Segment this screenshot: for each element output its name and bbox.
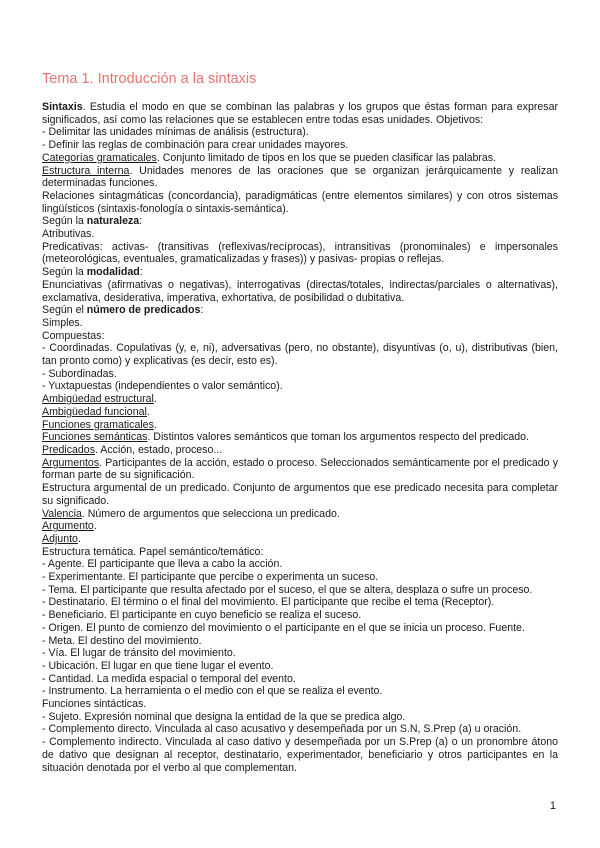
valencia-term: Valencia bbox=[42, 507, 82, 520]
argumentos-paragraph bbox=[42, 457, 558, 482]
valencia-text: . Número de argumentos que selecciona un predicado. bbox=[81, 507, 340, 520]
estructura-tematica-heading: Estructura temática. Papel semántico/temático: bbox=[42, 545, 264, 558]
relaciones-paragraph: Relaciones sintagmáticas (concordancia), paradigmáticas (entre elementos similares) y con otros sistemas lingüísticos (sintaxis-fonología o sintaxis-semántica). bbox=[42, 189, 558, 215]
list-item: - Subordinadas. bbox=[42, 367, 117, 380]
list-item: - Complemento indirecto. Vinculada al caso dativo y desempeñada por un S.Prep (a) o un pronombre átono de dativo que designan al receptor, destinatario, experimentador, beneficiario y otros participantes en la situación denotada por el verbo al que complementan. bbox=[42, 736, 558, 774]
predicativas-paragraph: Predicativas: activas- (transitivas (reflexivas/recíprocas), intransitivas (pronominales) e impersonales (meteorológicas, eventuales, gramaticalizadas y frases)) y pasivas- propias o reflejas. bbox=[42, 240, 558, 266]
objective-item: - Delimitar las unidades mínimas de análisis (estructura). bbox=[42, 126, 309, 139]
list-item: - Yuxtapuestas (independientes o valor semántico). bbox=[42, 380, 283, 393]
categorias-text: . Conjunto limitado de tipos en los que se pueden clasificar las palabras. bbox=[156, 151, 497, 164]
list-item: - Beneficiario. El participante en cuyo beneficio se realiza el suceso. bbox=[42, 609, 362, 622]
intro-text: . Estudia el modo en que se combinan las palabras y los grupos que éstas forman para expresar significados, así como las relaciones que se establecen entre todas esas unidades. Objetivos: bbox=[42, 101, 558, 126]
categorias-term: Categorías gramaticales bbox=[42, 151, 157, 164]
funciones-semanticas-term: Funciones semánticas bbox=[42, 431, 148, 444]
ambiguedad-funcional: Ambigüedad funcional. bbox=[42, 405, 150, 418]
list-item: - Destinatario. El término o el final del movimiento. El participante que recibe el tema (Receptor). bbox=[42, 596, 495, 609]
ambiguedad-estructural: Ambigüedad estructural. bbox=[42, 393, 157, 406]
list-item: - Sujeto. Expresión nominal que designa la entidad de la que se predica algo. bbox=[42, 710, 406, 723]
atributivas-line: Atributivas. bbox=[42, 228, 95, 241]
predicados-paragraph bbox=[42, 444, 558, 457]
funciones-semanticas-paragraph bbox=[42, 431, 558, 444]
modalidad-heading bbox=[42, 266, 558, 279]
funciones-gramaticales: Funciones gramaticales. bbox=[42, 418, 157, 431]
predicados-text: . Acción, estado, proceso... bbox=[95, 443, 223, 456]
list-item: - Agente. El participante que lleva a cabo la acción. bbox=[42, 558, 283, 571]
list-item: - Experimentante. El participante que percibe o experimenta un suceso. bbox=[42, 571, 379, 584]
modalidad-pre: Según la bbox=[42, 266, 87, 279]
argumentos-text: . Participantes de la acción, estado o proceso. Seleccionados semánticamente por el predicado y forman parte de su significación. bbox=[42, 456, 558, 482]
modalidad-post: : bbox=[139, 266, 143, 279]
simples-line: Simples. bbox=[42, 316, 83, 329]
funciones-semanticas-text: . Distintos valores semánticos que toman los argumentos respecto del predicado. bbox=[147, 431, 529, 444]
num-pred-pre: Según el bbox=[42, 304, 87, 317]
list-item: - Cantidad. La medida espacial o temporal del evento. bbox=[42, 672, 296, 685]
funciones-sintacticas-heading: Funciones sintácticas. bbox=[42, 698, 147, 711]
list-item: - Instrumento. La herramienta o el medio con el que se realiza el evento. bbox=[42, 685, 383, 698]
predicados-term: Predicados bbox=[42, 443, 95, 456]
intro-paragraph bbox=[42, 101, 558, 126]
ambiguedad-funcional-term: Ambigüedad funcional bbox=[42, 405, 147, 418]
list-item: - Complemento directo. Vinculada al caso acusativo y desempeñada por un S.N, S.Prep (a) u oración. bbox=[42, 723, 522, 736]
intro-term: Sintaxis bbox=[42, 101, 83, 113]
compuestas-line: Compuestas: bbox=[42, 329, 105, 342]
document-page bbox=[42, 70, 558, 774]
categorias-paragraph bbox=[42, 152, 558, 165]
argumento-term: Argumento bbox=[42, 520, 94, 533]
ambiguedad-estructural-term: Ambigüedad estructural bbox=[42, 393, 154, 406]
argumentos-term: Argumentos bbox=[42, 456, 100, 469]
estructura-interna-paragraph bbox=[42, 165, 558, 190]
objective-item: - Definir las reglas de combinación para crear unidades mayores. bbox=[42, 139, 349, 152]
list-item: - Meta. El destino del movimiento. bbox=[42, 634, 202, 647]
valencia-paragraph bbox=[42, 508, 558, 521]
page-title: Tema 1. Introducción a la sintaxis bbox=[42, 71, 257, 87]
estructura-interna-term: Estructura interna bbox=[42, 164, 130, 177]
naturaleza-bold: naturaleza bbox=[86, 215, 140, 228]
estructura-interna-text: . Unidades menores de las oraciones que se organizan jerárquicamente y realizan determinadas funciones. bbox=[42, 164, 558, 190]
list-item: - Origen. El punto de comienzo del movimiento o el participante en el que se inicia un proceso. Fuente. bbox=[42, 621, 525, 634]
list-item: - Tema. El participante que resulta afectado por el suceso, el que se altera, desplaza o sufre un proceso. bbox=[42, 583, 533, 596]
adjunto-line: Adjunto. bbox=[42, 532, 81, 545]
funciones-gramaticales-term: Funciones gramaticales bbox=[42, 418, 154, 431]
naturaleza-pre: Según la bbox=[42, 215, 87, 228]
list-item: - Ubicación. El lugar en que tiene lugar el evento. bbox=[42, 659, 274, 672]
page-number: 1 bbox=[549, 800, 556, 812]
num-pred-post: : bbox=[200, 304, 204, 317]
estructura-argumental-paragraph: Estructura argumental de un predicado. Conjunto de argumentos que ese predicado necesita para completar su significado. bbox=[42, 482, 558, 507]
modalidad-bold: modalidad bbox=[86, 266, 140, 279]
list-item: - Vía. El lugar de tránsito del movimiento. bbox=[42, 647, 236, 660]
naturaleza-heading bbox=[42, 215, 558, 228]
argumento-line: Argumento. bbox=[42, 520, 97, 533]
adjunto-term: Adjunto bbox=[42, 532, 78, 545]
list-item: - Coordinadas. Copulativas (y, e, ni), adversativas (pero, no obstante), disyuntivas (o, u), distributivas (bien, tan pronto como) y explicativas (es decir, esto es). bbox=[42, 342, 558, 368]
num-pred-bold: número de predicados bbox=[86, 304, 201, 317]
numero-predicados-heading bbox=[42, 304, 558, 317]
enunciativas-paragraph: Enunciativas (afirmativas o negativas), interrogativas (directas/totales, indirectas/parciales o alternativas), exclamativa, desiderativa, imperativa, exhortativa, de posibilidad o dubitativa. bbox=[42, 278, 558, 304]
naturaleza-post: : bbox=[139, 215, 143, 228]
